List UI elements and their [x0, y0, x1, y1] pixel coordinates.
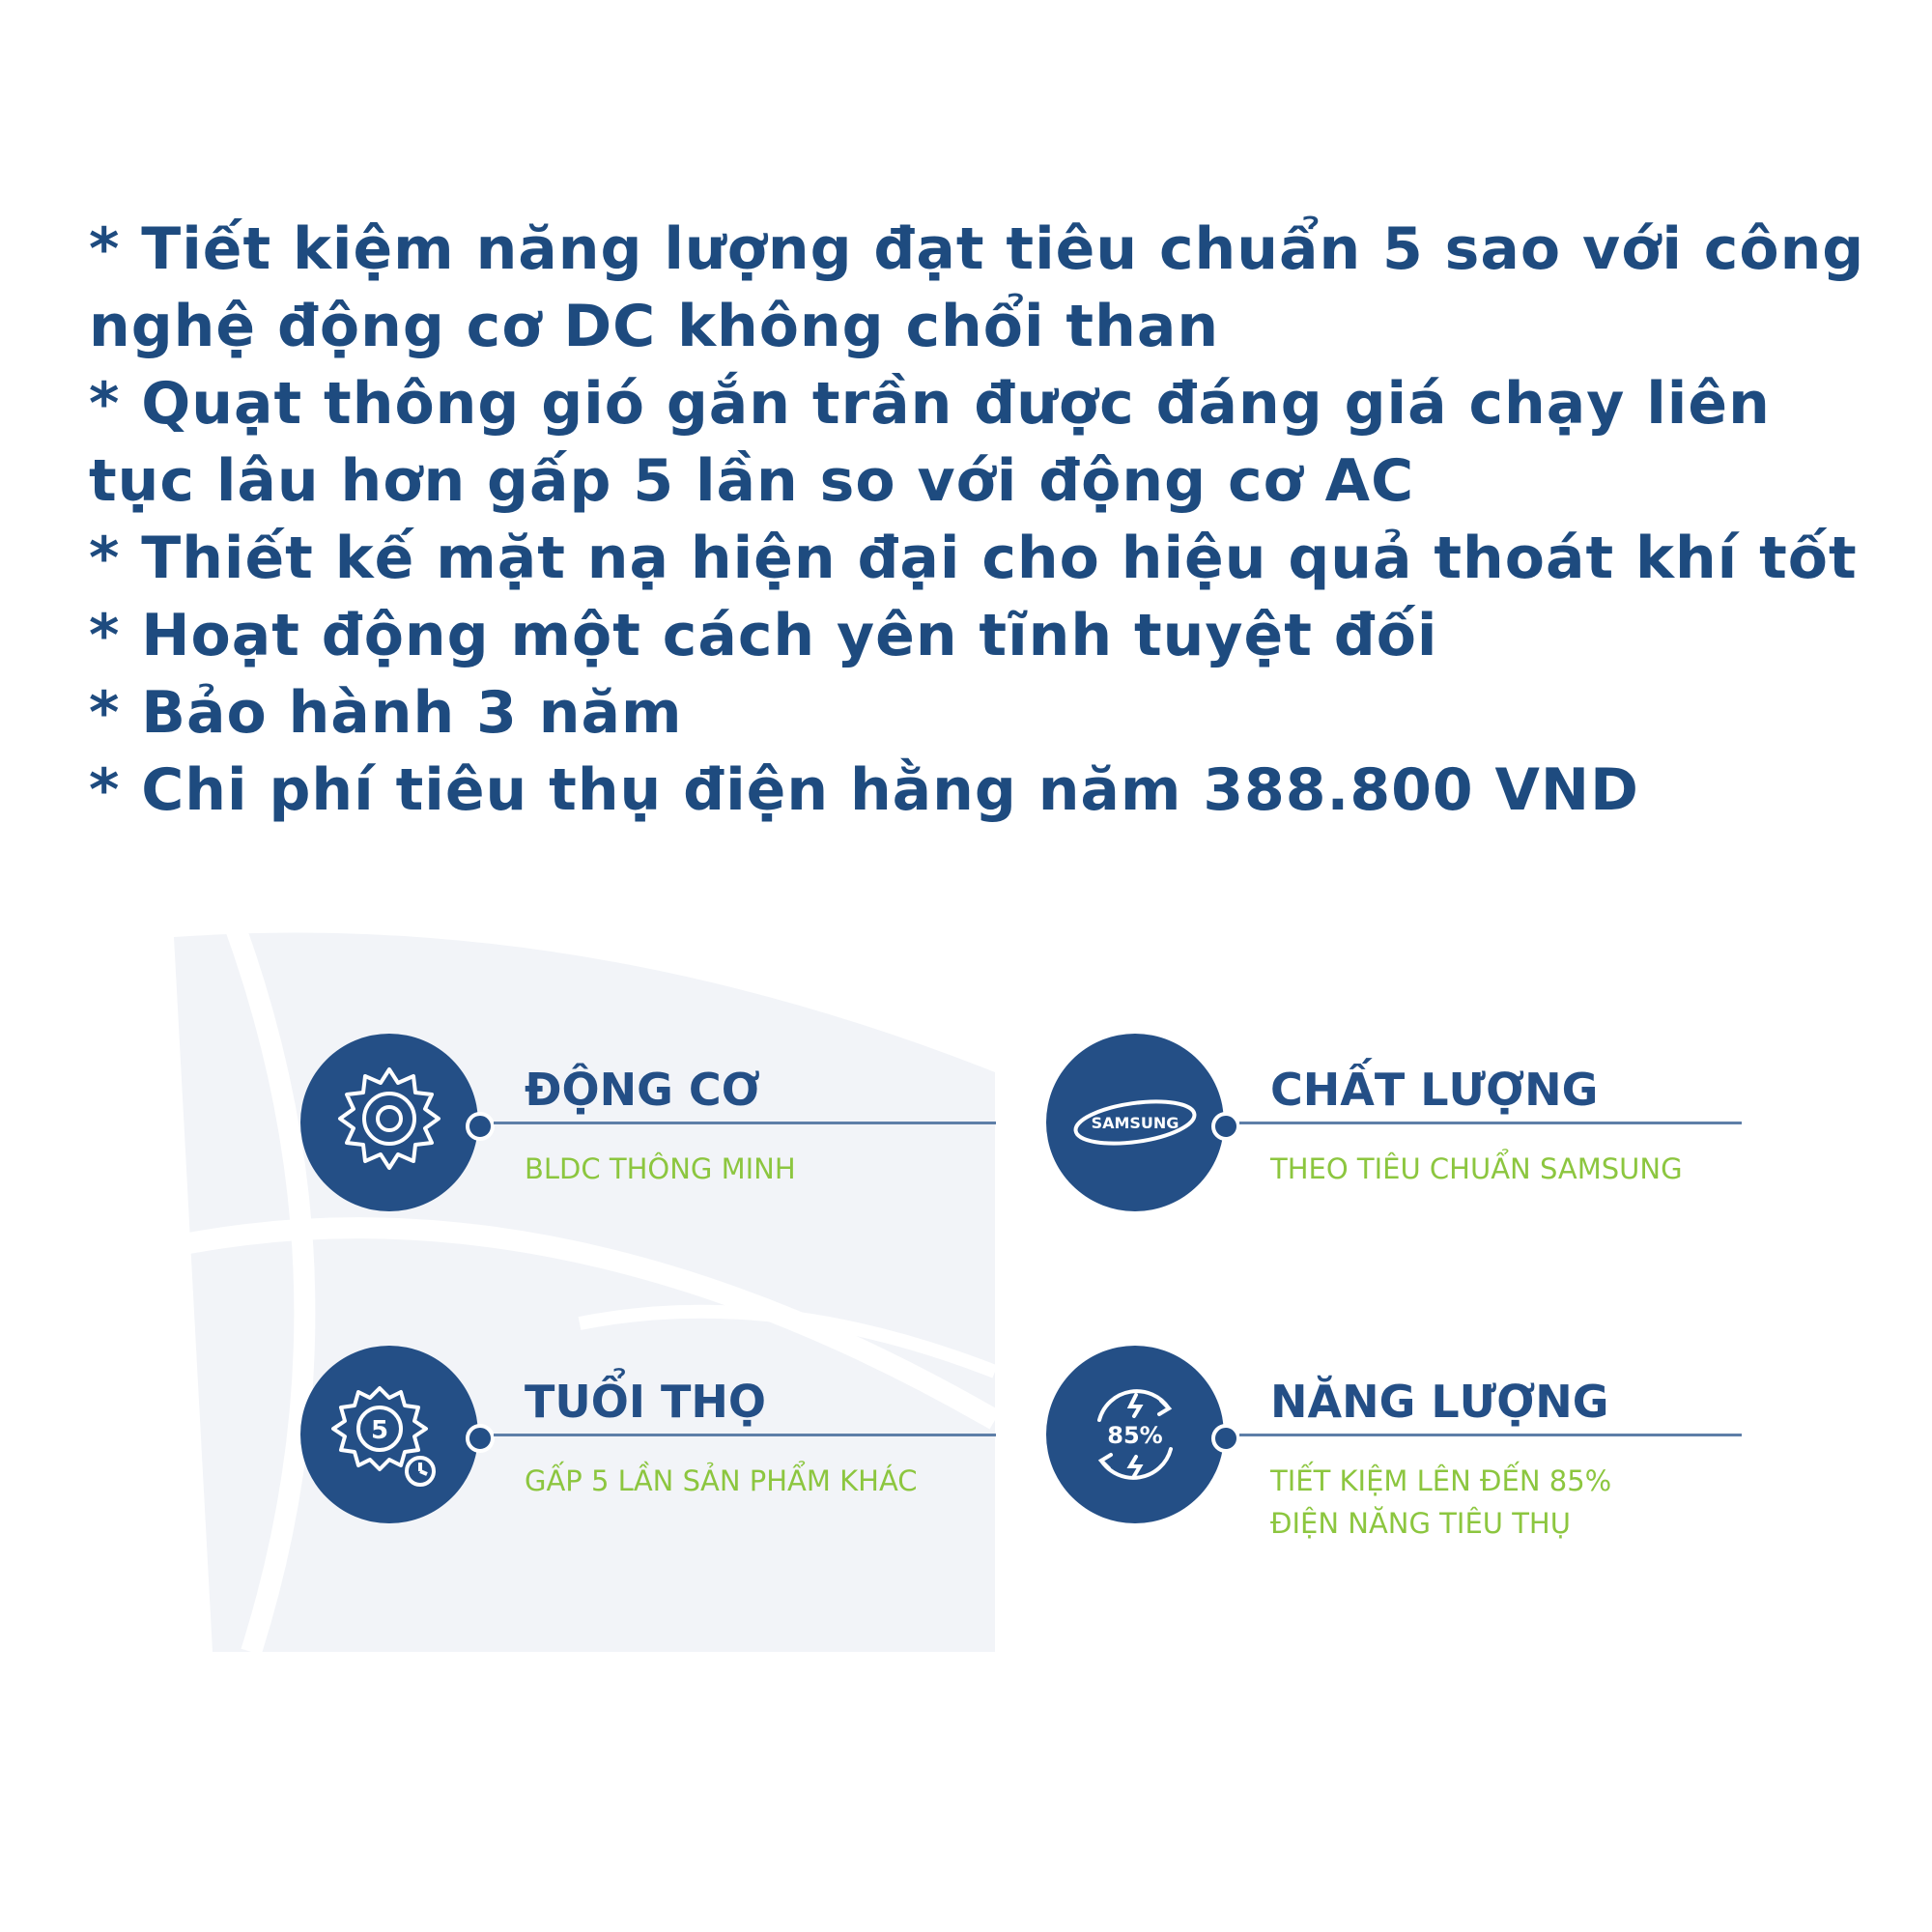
energy-cycle-icon	[1072, 1372, 1198, 1497]
feature-title: NĂNG LƯỢNG	[1270, 1376, 1609, 1428]
gear-clock-icon	[331, 1377, 447, 1492]
samsung-logo-text: SAMSUNG	[1091, 1114, 1179, 1132]
energy-percent: 85%	[1107, 1422, 1163, 1449]
divider-line	[494, 1122, 996, 1124]
feature-title: ĐỘNG CƠ	[525, 1064, 760, 1116]
connector-dot	[466, 1112, 495, 1141]
feature-bullet-list	[89, 211, 1886, 829]
energy-icon-badge	[1046, 1346, 1224, 1523]
feature-subtitle: BLDC THÔNG MINH	[525, 1152, 796, 1185]
feature-subtitle-line: TIẾT KIỆM LÊN ĐẾN 85%	[1270, 1464, 1612, 1497]
bullet-design: * Thiết kế mặt nạ hiện đại cho hiệu quả thoát khí tốt	[89, 525, 1858, 592]
feature-subtitle	[1270, 1460, 1611, 1545]
feature-subtitle: GẤP 5 LẦN SẢN PHẨM KHÁC	[525, 1464, 918, 1497]
feature-lifespan	[300, 1346, 1054, 1539]
feature-subtitle-line: ĐIỆN NĂNG TIÊU THỤ	[1270, 1507, 1571, 1540]
connector-dot	[1211, 1112, 1240, 1141]
feature-quality	[1046, 1034, 1800, 1227]
feature-motor	[300, 1034, 1054, 1227]
lifespan-icon-badge	[300, 1346, 478, 1523]
bullet-runtime: * Quạt thông gió gắn trần được đáng giá chạy liên tục lâu hơn gấp 5 lần so với động cơ AC	[89, 370, 1771, 515]
feature-energy	[1046, 1346, 1800, 1539]
bullet-quiet: * Hoạt động một cách yên tĩnh tuyệt đối	[89, 602, 1438, 669]
background-fan-blade-decoration	[174, 918, 995, 1652]
motor-icon-badge	[300, 1034, 478, 1211]
bullet-energy-saving: * Tiết kiệm năng lượng đạt tiêu chuẩn 5 sao với công nghệ động cơ DC không chổi than	[89, 215, 1865, 360]
feature-title: TUỔI THỌ	[525, 1376, 766, 1428]
samsung-logo-icon	[1067, 1089, 1203, 1156]
bullet-power-cost: * Chi phí tiêu thụ điện hằng năm 388.800 VND	[89, 756, 1639, 824]
lifespan-number: 5	[370, 1416, 389, 1445]
connector-dot	[1211, 1424, 1240, 1453]
feature-subtitle: THEO TIÊU CHUẨN SAMSUNG	[1270, 1152, 1683, 1185]
divider-line	[494, 1434, 996, 1436]
quality-icon-badge	[1046, 1034, 1224, 1211]
gear-motor-icon	[327, 1060, 452, 1185]
bullet-warranty: * Bảo hành 3 năm	[89, 679, 683, 747]
feature-title: CHẤT LƯỢNG	[1270, 1064, 1599, 1116]
divider-line	[1239, 1434, 1742, 1436]
connector-dot	[466, 1424, 495, 1453]
divider-line	[1239, 1122, 1742, 1124]
